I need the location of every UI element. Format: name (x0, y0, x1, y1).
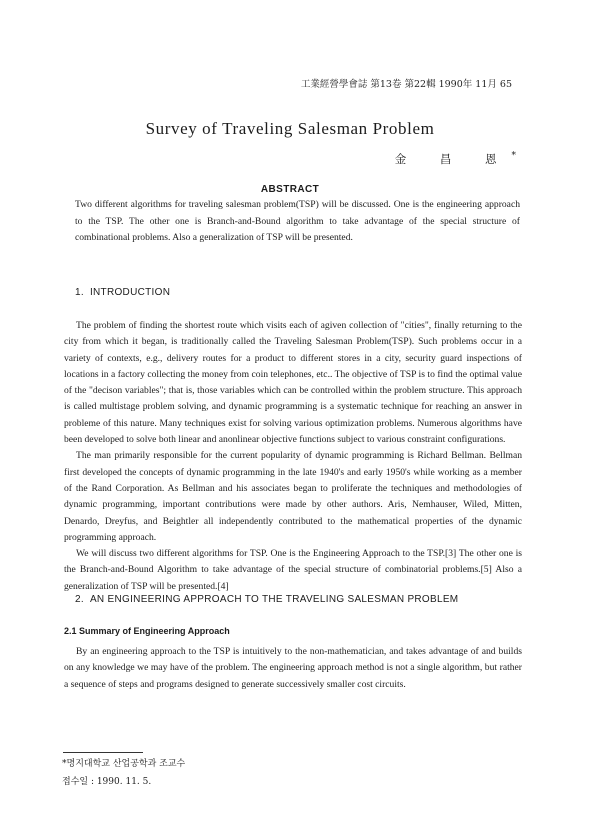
paragraph: By an engineering approach to the TSP is intuitively to the non-mathematician, and takes advantage of and builds on any knowledge we may have of the problem. The engineering approach method is not a single algorithm, but rather a sequence of steps and programs designed to generate successively smaller cost circuits. (64, 646, 522, 690)
section-2-heading (75, 594, 458, 605)
subsection-2-1-body (64, 644, 522, 693)
subsection-2-1-title: Summary of Engineering Approach (79, 626, 230, 636)
paragraph: We will discuss two different algorithms for TSP. One is the Engineering Approach to the TSP.[3] The other one is the Branch-and-Bound Algorithm to take advantage of the special structure of combinatorial problems.[5] Also a generalization of TSP will be presented.[4] (64, 548, 522, 592)
footnote-received-date: 접수일 : 1990. 11. 5. (62, 777, 152, 787)
author-name-text: 金 昌 恩 (394, 152, 512, 166)
section-1-number: 1. (75, 287, 84, 298)
section-1-title: INTRODUCTION (89, 287, 171, 298)
running-head: 工業經營學會誌 第13卷 第22輯 1990年 11月 65 (300, 79, 512, 90)
section-1-heading (75, 287, 170, 298)
subsection-2-1-number: 2.1 (64, 626, 77, 636)
paragraph: The problem of finding the shortest route which visits each of agiven collection of "cities", finally returning to the city from which it began, is traditionally called the Traveling Salesman Problem(TSP). Such problems occur in a variety of contexts, e.g., delivery routes for a product to different stores in a city, security guard inspections of locations in a factory collecting the money from coin telephones, etc.. The objective of TSP is to find the optimal value of the "decison variables"; that is, those variables which can be controlled within the problem structure. This approach is called multistage problem solving, and dynamic programming is a systematic technique for reaching an answer in probleme of this nature. Many techniques exist for solving various optimization problems. Numerous algorithms have been developed to solve both linear and anonlinear objective functions subject to various constraint configurations. (64, 320, 522, 446)
paper-title: Survey of Traveling Salesman Problem (145, 119, 435, 138)
section-1-body (64, 318, 522, 595)
paragraph: The man primarily responsible for the current popularity of dynamic programming is Richard Bellman. Bellman first developed the concepts of dynamic programming in the late 1940's and early 1950's while working as a member of the Rand Corporation. As Bellman and his associates began to proliferate the techniques and methodologies of dynamic programming, important contributions were made by other authors. Aris, Nemhauser, Wiled, Mitten, Denardo, Dreyfus, and Beightler all independently contributed to the mathematical properties of the dynamic programming approach. (64, 450, 522, 543)
section-2-title: AN ENGINEERING APPROACH TO THE TRAVELING SALESMAN PROBLEM (89, 594, 459, 605)
footnote-affiliation: *명지대학교 산업공학과 조교수 (62, 759, 186, 769)
footnote-divider (63, 752, 143, 753)
abstract-text: Two different algorithms for traveling salesman problem(TSP) will be discussed. One is the engineering approach to the TSP. The other one is Branch-and-Bound algorithm to take advantage of the special structure of combinational problems. Also a generalization of TSP will be presented. (75, 199, 520, 243)
abstract-heading: ABSTRACT (260, 184, 320, 195)
section-2-number: 2. (75, 594, 84, 605)
subsection-2-1-heading (64, 626, 230, 636)
author-footnote-mark: * (511, 151, 516, 162)
author-name (395, 151, 516, 167)
